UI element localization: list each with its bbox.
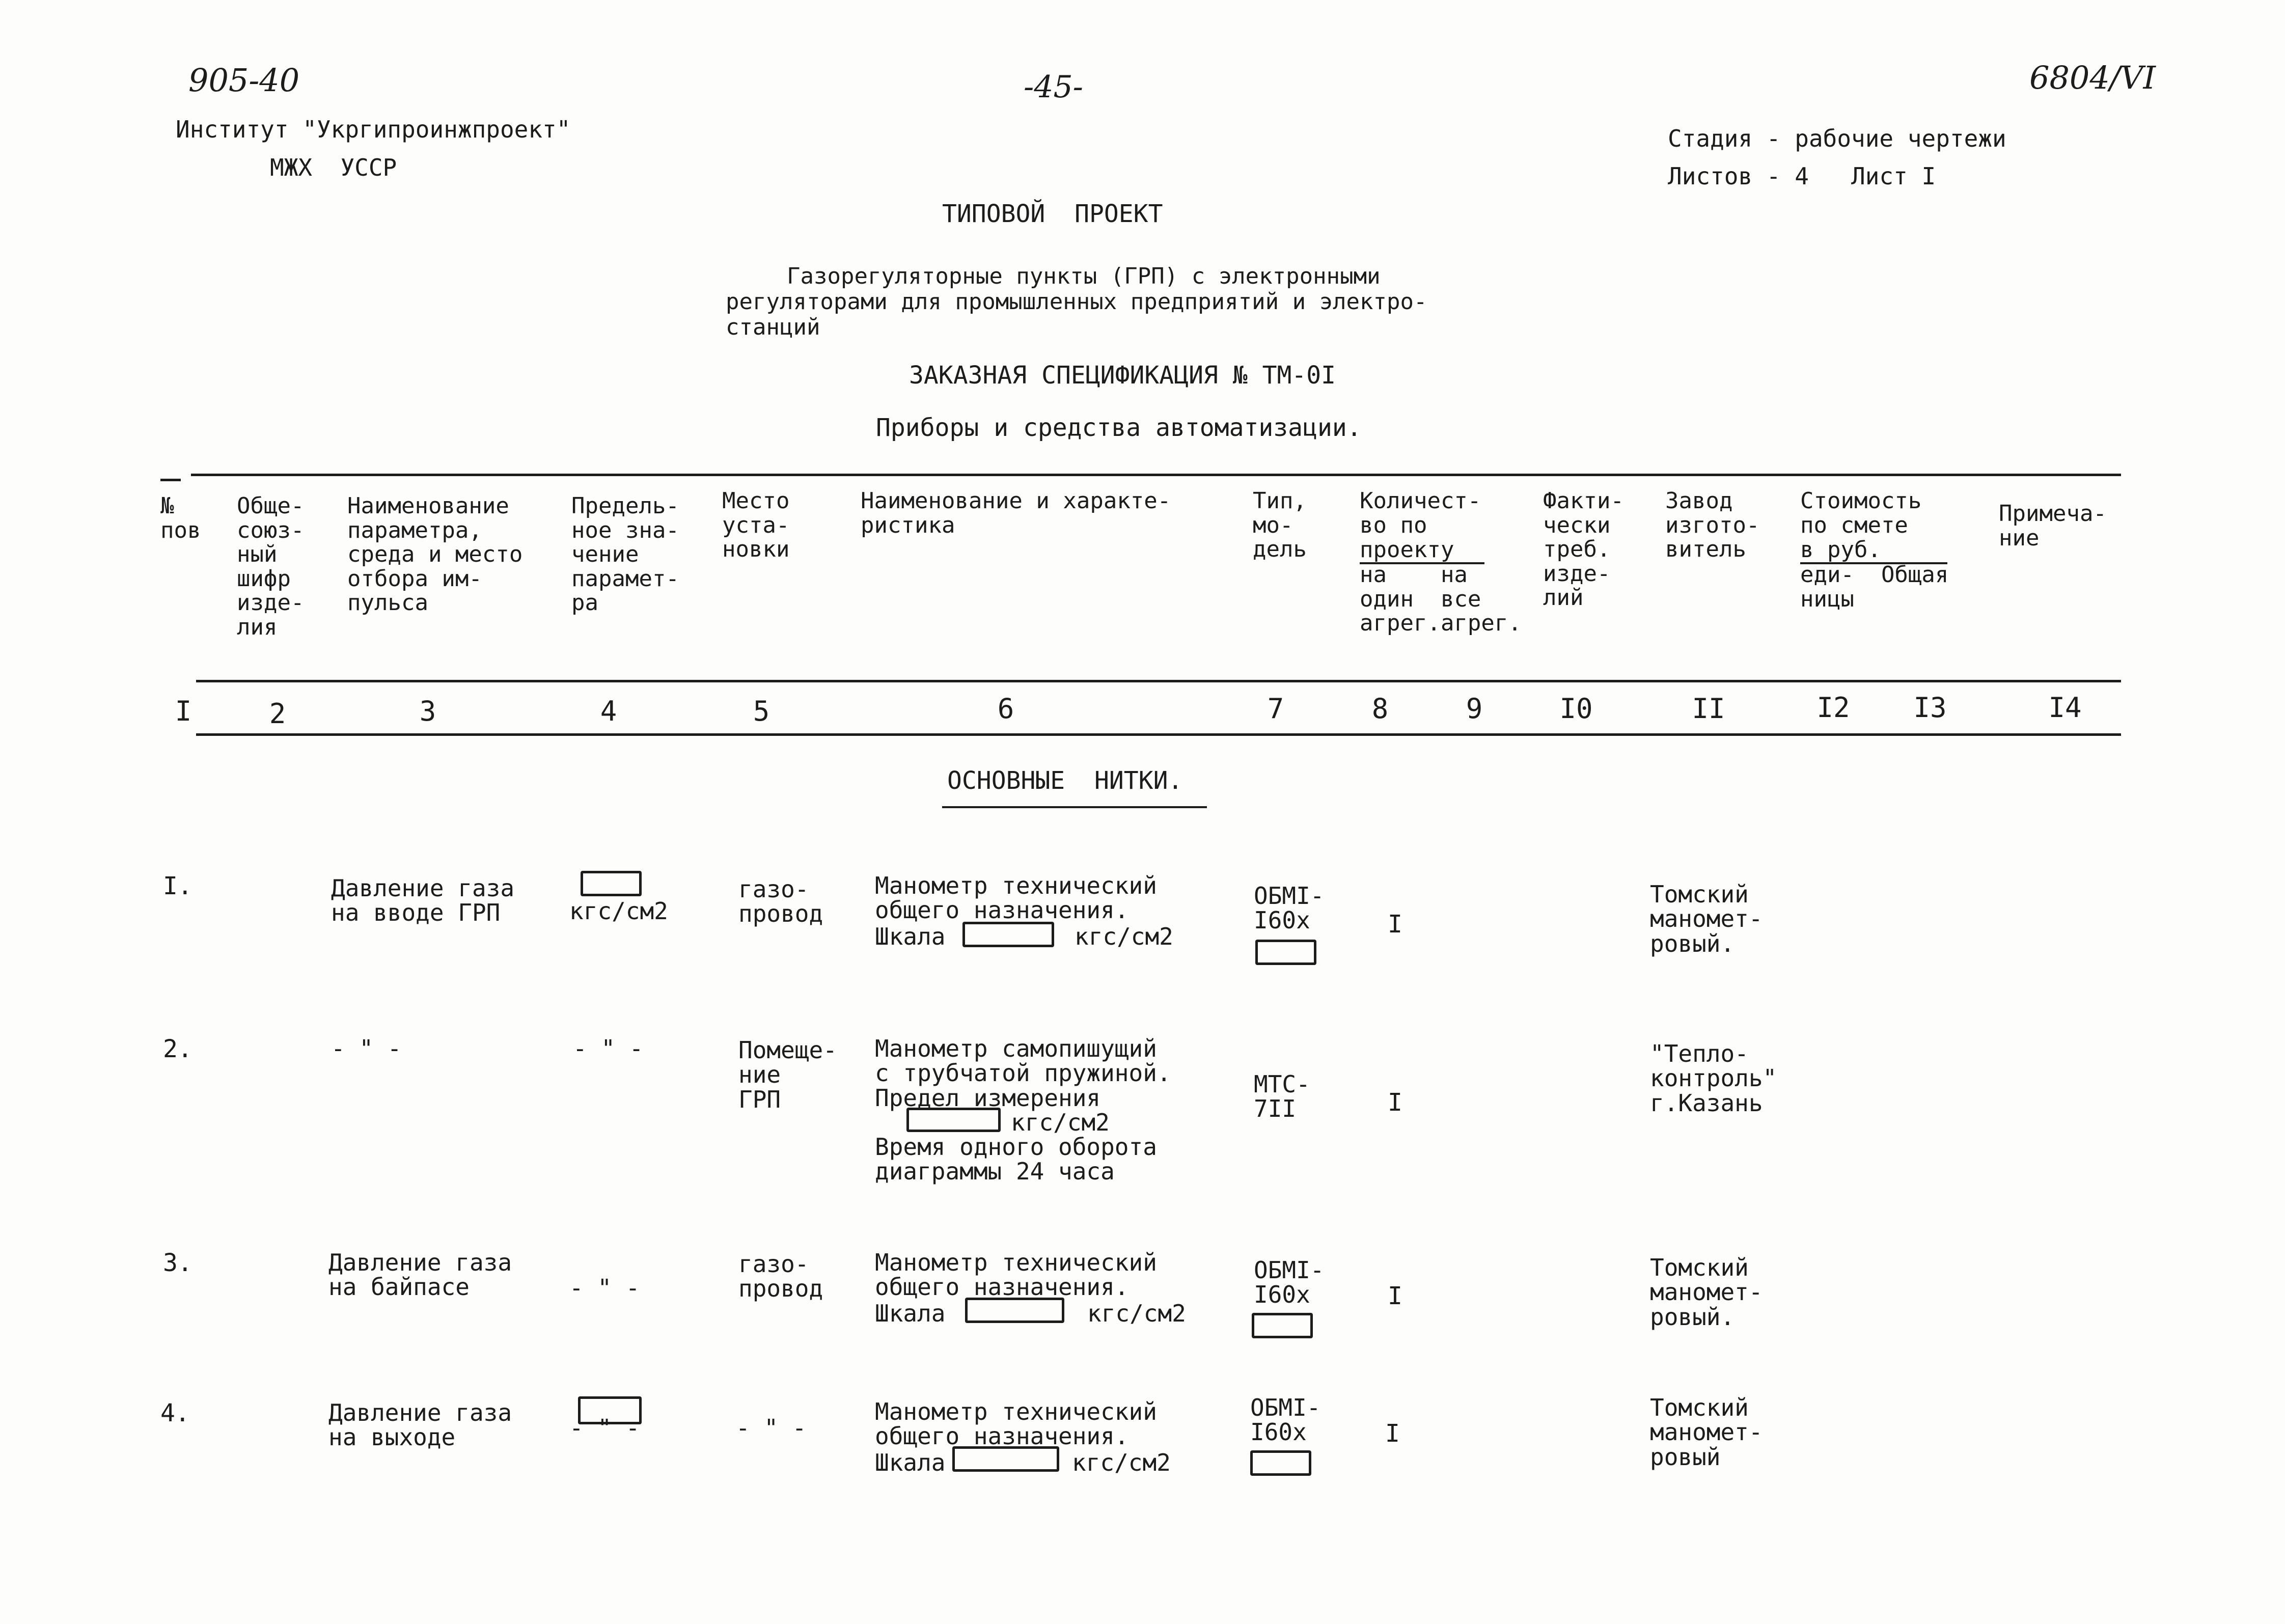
column-number: 7 xyxy=(1267,693,1284,725)
row-parameter: - " - xyxy=(331,1035,402,1062)
document-kind: ТИПОВОЙ ПРОЕКТ xyxy=(942,200,1163,228)
column-number: 9 xyxy=(1466,693,1483,725)
row-pos: 2. xyxy=(163,1035,192,1063)
section-underline xyxy=(942,806,1207,808)
column-number: II xyxy=(1692,693,1725,725)
row-quantity: I xyxy=(1388,910,1402,939)
page-number: -45- xyxy=(1024,69,1083,105)
column-header-place: Место уста- новки xyxy=(722,488,790,563)
row-limit: - " - xyxy=(569,1414,640,1442)
column-header-quantity: Количест- во по xyxy=(1360,488,1481,538)
row-description: Манометр самопишущий с трубчатой пружиной. Предел измерения xyxy=(875,1035,1171,1112)
column-header-type: Тип, мо- дель xyxy=(1253,488,1307,563)
ministry-name: МЖХ УССР xyxy=(270,154,397,181)
column-header-quantity-sub: на на один все агрег.агрег. xyxy=(1360,562,1522,637)
row-maker: Томский маномет- ровый xyxy=(1650,1394,1763,1471)
column-header-notes: Примеча- ние xyxy=(1999,501,2107,551)
section-title: ОСНОВНЫЕ НИТКИ. xyxy=(947,766,1183,795)
column-header-maker: Завод изгото- витель xyxy=(1665,488,1760,563)
row-type: МТС- 7II xyxy=(1254,1070,1310,1123)
row-parameter: Давление газа на выходе xyxy=(328,1399,512,1451)
institute-name: Институт "Укргипроинжпроект" xyxy=(176,116,571,143)
row-type: ОБМI- I60х xyxy=(1250,1394,1321,1446)
row-maker: "Тепло- контроль" г.Казань xyxy=(1650,1040,1777,1117)
column-number: I2 xyxy=(1816,692,1850,724)
row-description: Манометр технический общего назначения. xyxy=(875,1249,1157,1301)
stage-label: Стадия - рабочие чертежи xyxy=(1668,125,2006,152)
row-scale-label: Шкала xyxy=(875,923,946,950)
spec-title: ЗАКАЗНАЯ СПЕЦИФИКАЦИЯ № ТМ-0I xyxy=(909,361,1336,390)
row-parameter: Давление газа на байпасе xyxy=(328,1249,512,1301)
row-quantity: I xyxy=(1388,1282,1402,1310)
range-value-box xyxy=(906,1108,1001,1132)
row-description: Манометр технический общего назначения. xyxy=(875,1398,1157,1450)
row-range-unit: кгс/см2 xyxy=(1011,1109,1110,1136)
row-scale-unit: кгс/см2 xyxy=(1075,923,1173,950)
table-top-rule xyxy=(191,474,2121,476)
type-variant-box xyxy=(1252,1313,1313,1338)
row-scale-label: Шкала xyxy=(875,1449,946,1476)
column-header-cost: Стоимость по смете xyxy=(1800,488,1922,538)
row-type: ОБМI- I60х xyxy=(1254,1256,1325,1309)
scale-value-box xyxy=(965,1298,1064,1323)
column-number: 2 xyxy=(269,698,286,730)
column-header-actual: Факти- чески треб. изде- лий xyxy=(1543,488,1624,611)
document-code-right: 6804/VI xyxy=(2029,59,2156,96)
row-maker: Томский маномет- ровый. xyxy=(1650,1254,1763,1331)
column-number: I3 xyxy=(1913,692,1947,724)
row-limit: - " - xyxy=(573,1035,644,1062)
row-description: Манометр технический общего назначения. xyxy=(875,872,1157,924)
column-header-parameter: Наименование параметра, среда и место отбора им- пульса xyxy=(347,493,523,616)
row-parameter: Давление газа на вводе ГРП xyxy=(331,874,515,927)
row-quantity: I xyxy=(1385,1419,1400,1448)
header-bottom-rule xyxy=(196,680,2121,682)
column-header-cost-sub: еди- Общая ницы xyxy=(1800,562,1949,612)
column-number: 3 xyxy=(419,695,436,727)
column-header-limit: Предель- ное зна- чение парамет- ра xyxy=(571,493,679,616)
spec-subtitle: Приборы и средства автоматизации. xyxy=(876,414,1362,442)
row-maker: Томский маномет- ровый. xyxy=(1650,880,1763,957)
column-header-description: Наименование и характе- ристика xyxy=(861,488,1171,538)
row-pos: 3. xyxy=(163,1249,192,1277)
row-place: - " - xyxy=(736,1414,807,1442)
column-header-quantity-project: проекту xyxy=(1360,538,1484,564)
sheets-label: Листов - 4 Лист I xyxy=(1668,162,1936,190)
column-number: 4 xyxy=(600,695,617,727)
row-pos: I. xyxy=(163,872,192,900)
row-description-extra: Время одного оборота диаграммы 24 часа xyxy=(875,1133,1157,1186)
row-place: газо- провод xyxy=(738,875,823,928)
row-place: Помеще- ние ГРП xyxy=(738,1036,837,1113)
scale-value-box xyxy=(962,922,1054,947)
row-scale-unit: кгс/см2 xyxy=(1087,1300,1186,1327)
column-number: I0 xyxy=(1559,693,1593,725)
scale-value-box xyxy=(952,1446,1059,1472)
limit-value-box xyxy=(581,871,642,896)
column-number: 6 xyxy=(997,693,1014,725)
row-type: ОБМI- I60х xyxy=(1254,882,1325,934)
project-title-line1: Газорегуляторные пункты (ГРП) с электронными xyxy=(787,263,1381,289)
project-title-line2: регуляторами для промышленных предприятий и электро- xyxy=(726,289,1427,315)
row-scale-unit: кгс/см2 xyxy=(1072,1449,1171,1476)
column-numbers-rule xyxy=(196,733,2121,736)
project-title-line3: станций xyxy=(726,314,820,340)
column-number: 5 xyxy=(753,695,770,727)
document-code-left: 905-40 xyxy=(188,62,300,99)
column-number: I xyxy=(175,695,192,727)
row-place: газо- провод xyxy=(738,1250,823,1303)
type-variant-box xyxy=(1250,1450,1311,1476)
column-header-pos: № пов xyxy=(160,493,201,543)
row-pos: 4. xyxy=(160,1399,190,1427)
row-quantity: I xyxy=(1388,1088,1402,1117)
column-header-cost-rub: в руб. xyxy=(1800,538,1947,564)
column-number: I4 xyxy=(2048,692,2082,724)
type-variant-box xyxy=(1255,940,1316,965)
column-number: 8 xyxy=(1371,693,1389,725)
row-scale-label: Шкала xyxy=(875,1300,946,1327)
table-top-rule-short xyxy=(160,479,181,481)
row-limit: - " - xyxy=(569,1274,640,1302)
column-header-code: Обще- союз- ный шифр изде- лия xyxy=(237,493,305,640)
row-limit-unit: кгс/см2 xyxy=(569,897,668,925)
